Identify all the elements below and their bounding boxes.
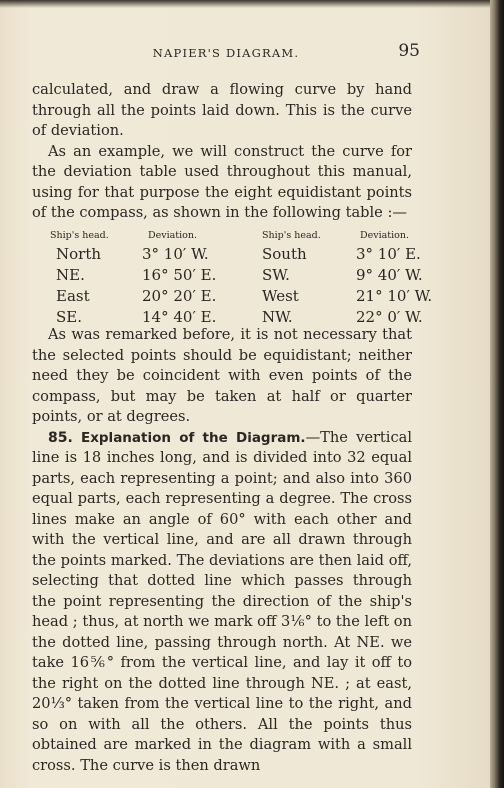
column-header: Deviation. [148,229,198,241]
running-title: NAPIER'S DIAGRAM. [152,46,300,60]
paragraph-2: As an example, we will construct the curve for the deviation table used throughout this manual, using for that purpose the eight equidistant points of the compass, as shown in the following table :— [32,142,412,221]
paragraph-3: As was remarked before, it is not necessary that the selected points should be equidistant; neither need they be coincident with even points of the compass, but may be taken at half or quarter points, or at degrees. [32,326,412,425]
table-header-row [50,228,440,244]
table-cell: SW. [262,266,290,284]
table-cell: 14° 40′ E. [142,308,217,326]
text-top [32,80,412,224]
top-shadow [0,0,490,8]
paragraph-1: calculated, and draw a flowing curve by hand through all the points laid down. This is the curve of deviation. [32,81,412,139]
table-cell: 20° 20′ E. [142,287,217,305]
table-cell: 21° 10′ W. [356,287,433,305]
table-cell: 3° 10′ E. [356,245,421,263]
table-cell: North [56,245,102,263]
running-head [32,41,420,64]
deviation-table [50,228,440,328]
section-85 [32,428,412,777]
section-number: 85. [48,429,73,446]
table-row [50,286,440,307]
table-cell: 16° 50′ E. [142,266,217,284]
column-header: Ship's head. [262,229,321,241]
page-number: 95 [398,41,420,61]
column-header: Deviation. [360,229,410,241]
table-cell: 3° 10′ W. [142,245,209,263]
column-header: Ship's head. [50,229,109,241]
section-text: —The vertical line is 18 inches long, and is divided into 32 equal parts, each representing a point; and also into 360 equal parts, each representing a degree. The cross lines make an angle of 60° with each other and with the vertical line, and are all drawn through the points marked. The deviations are then laid off, selecting that dotted line which passes through the point representing the direction of the ship's head ; thus, at north we mark off 3⅙° to the left on the dotted line, passing through north. At NE. we take 16⅚° from the vertical line, and lay it off to the right on the dotted line through NE. ; at east, 20⅓° taken from the vertical line to the right, and so on with all the others. All the points thus obtained are marked in the diagram with a small cross. The curve is then drawn [32,428,413,774]
section-title: Explanation of the Diagram. [80,429,306,446]
table-cell: NW. [262,308,293,326]
text-bottom [32,325,412,776]
table-cell: NE. [56,266,85,284]
table-cell: South [262,245,307,263]
table-cell: West [262,287,299,305]
table-row [50,265,440,286]
table-row [50,244,440,265]
table-cell: SE. [56,308,82,326]
table-cell: 9° 40′ W. [356,266,423,284]
page-edge [490,0,504,788]
table-cell: 22° 0′ W. [356,308,423,326]
table-cell: East [56,287,90,305]
